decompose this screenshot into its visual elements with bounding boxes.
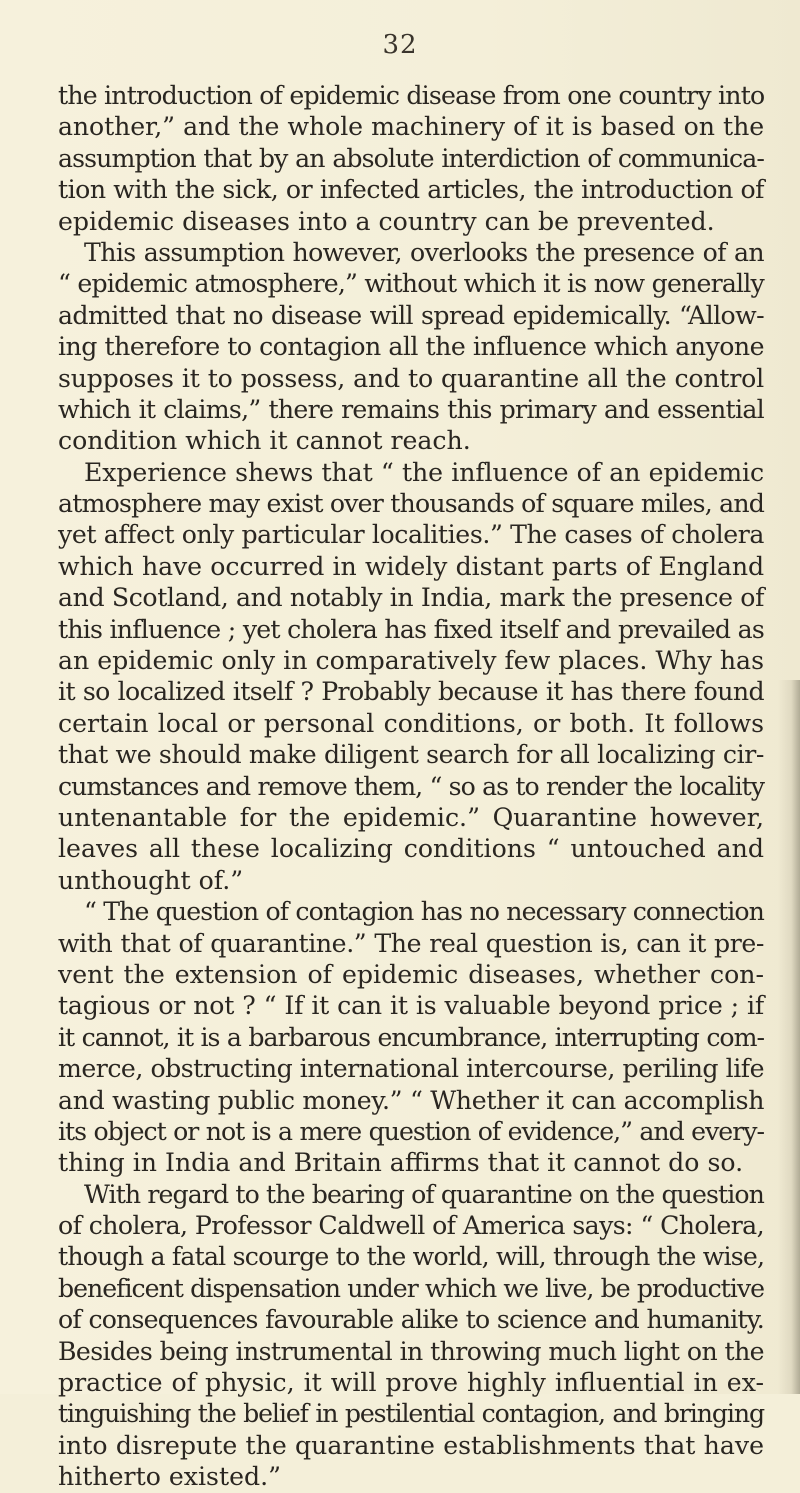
text-line: atmosphere may exist over thousands of square miles, and: [58, 489, 765, 519]
text-line: yet affect only particular localities.” The cases of cholera: [58, 520, 764, 550]
text-line: into disrepute the quarantine establishments that have: [58, 1430, 764, 1460]
text-line: it cannot, it is a barbarous encumbrance, interrupting com-: [58, 1022, 764, 1052]
text-line: and wasting public money.” “ Whether it can accomplish: [58, 1085, 765, 1115]
text-line: “ The question of contagion has no necessary connection: [84, 897, 764, 927]
text-line: its object or not is a mere question of evidence,” and every-: [58, 1116, 764, 1146]
text-line: and Scotland, and notably in India, mark the presence of: [58, 583, 764, 613]
text-line: merce, obstructing international intercourse, periling life: [58, 1054, 764, 1084]
page-edge-shadow: [778, 680, 800, 1394]
text-line: tion with the sick, or infected articles, the introduction of: [58, 175, 764, 205]
text-line: With regard to the bearing of quarantine on the question: [84, 1179, 764, 1209]
text-line: admitted that no disease will spread epidemically. “Allow-: [58, 300, 764, 330]
text-line: it so localized itself ? Probably because it has there found: [58, 677, 764, 707]
text-line: which have occurred in widely distant parts of England: [58, 551, 764, 581]
page-number: 32: [382, 30, 418, 60]
text-line: that we should make diligent search for all localizing cir-: [58, 740, 764, 770]
text-line: an epidemic only in comparatively few places. Why has: [58, 646, 764, 676]
text-line: condition which it cannot reach.: [58, 426, 471, 456]
text-line: certain local or personal conditions, or both. It follows: [58, 708, 764, 738]
text-line: “ epidemic atmosphere,” without which it is now generally: [58, 269, 764, 299]
text-line: which it claims,” there remains this primary and essential: [58, 394, 764, 424]
text-line: of consequences favourable alike to science and humanity.: [58, 1305, 764, 1335]
text-line: This assumption however, overlooks the presence of an: [84, 237, 764, 267]
text-line: of cholera, Professor Caldwell of America says: “ Cholera,: [58, 1211, 764, 1241]
text-line: Besides being instrumental in throwing much light on the: [58, 1336, 764, 1366]
text-line: leaves all these localizing conditions “ untouched and: [58, 834, 764, 864]
text-line: practice of physic, it will prove highly influential in ex-: [58, 1368, 764, 1398]
text-line: the introduction of epidemic disease from one country into: [58, 81, 765, 110]
text-line: epidemic diseases into a country can be prevented.: [58, 206, 715, 236]
text-line: hitherto existed.”: [58, 1462, 281, 1492]
text-line: this influence ; yet cholera has fixed itself and prevailed as: [58, 614, 764, 644]
text-line: assumption that by an absolute interdiction of communica-: [58, 143, 764, 173]
text-line: cumstances and remove them, “ so as to render the locality: [58, 771, 764, 801]
body-text: [58, 80, 764, 1493]
text-line: another,” and the whole machinery of it is based on the: [58, 112, 764, 142]
text-line: thing in India and Britain affirms that it cannot do so.: [58, 1148, 744, 1178]
text-line: unthought of.”: [58, 865, 244, 895]
text-line: though a fatal scourge to the world, will, through the wise,: [58, 1242, 765, 1272]
text-line: tagious or not ? “ If it can it is valuable beyond price ; if: [58, 991, 764, 1021]
text-line: untenantable for the epidemic.” Quarantine however,: [58, 802, 764, 832]
text-line: vent the extension of epidemic diseases, whether con-: [58, 959, 764, 989]
text-line: with that of quarantine.” The real question is, can it pre-: [58, 928, 764, 958]
text-line: supposes it to possess, and to quarantine all the control: [58, 363, 764, 393]
text-line: beneficent dispensation under which we live, be productive: [58, 1273, 764, 1303]
text-line: Experience shews that “ the influence of an epidemic: [84, 457, 764, 487]
text-line: tinguishing the belief in pestilential contagion, and bringing: [58, 1399, 764, 1429]
text-line: ing therefore to contagion all the influence which anyone: [58, 332, 764, 362]
